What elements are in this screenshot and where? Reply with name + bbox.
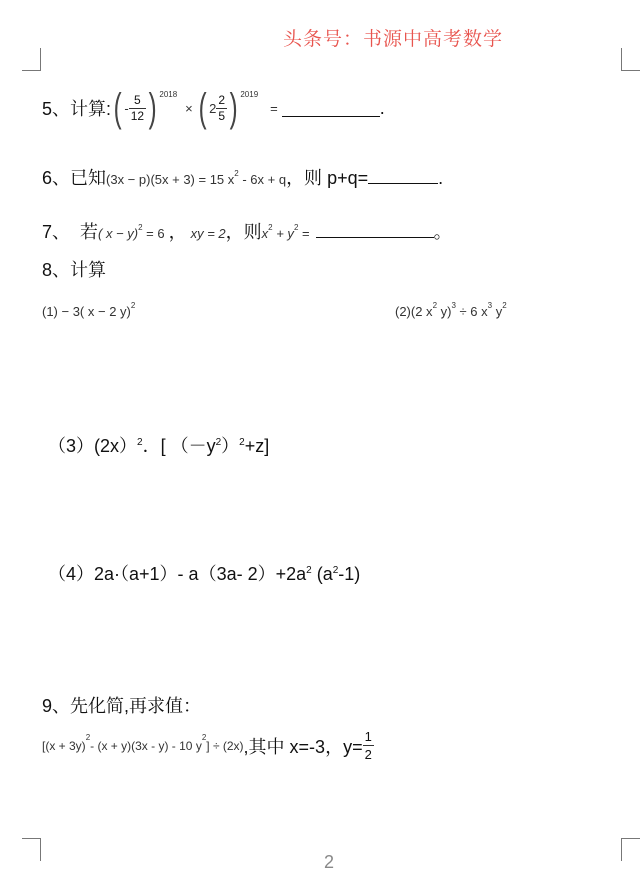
q8-part-4-a: （4）2a·（a+1）- a（3a- 2）+2a bbox=[48, 564, 307, 584]
q8-part-2-c: ÷ 6 x bbox=[455, 304, 488, 319]
q6-then: ，则 p+q= bbox=[286, 168, 369, 188]
q8-part-4-b: (a bbox=[311, 564, 333, 584]
crop-mark-top-left bbox=[22, 48, 41, 71]
q6-answer-blank[interactable] bbox=[368, 183, 438, 184]
q5-fraction-2: $\frac{2}{5}$ bbox=[218, 92, 226, 123]
q8-part-2-exp-2: 3 bbox=[451, 301, 456, 310]
q7-then: ，则 bbox=[225, 222, 262, 242]
q6-label: 6、已知 bbox=[42, 168, 107, 188]
q5-neg: - bbox=[124, 100, 129, 116]
q8-part-3-b: ．[ （－y bbox=[142, 436, 216, 456]
watermark: 头条号：书源中高考数学 bbox=[283, 29, 504, 50]
q9-exponent-a: 2 bbox=[85, 733, 91, 742]
q6-exponent: 2 bbox=[234, 169, 239, 178]
q8-part-3-c: ） bbox=[221, 436, 240, 456]
q9-expression bbox=[42, 728, 374, 763]
question-8-label: 8、计算 bbox=[42, 260, 107, 280]
q7-exponent-d: 2 bbox=[268, 223, 273, 232]
q9-where: ,其中 x=-3，y= bbox=[243, 736, 363, 757]
q5-exponent-2: 2019 bbox=[240, 89, 259, 99]
q8-part-4-c: -1) bbox=[338, 564, 361, 584]
q8-part-2-b: y) bbox=[437, 304, 452, 319]
q6-expression-b: - 6x + q bbox=[238, 172, 287, 187]
question-6 bbox=[42, 164, 443, 190]
q7-exponent-a: 2 bbox=[138, 223, 143, 232]
q7-end: 。 bbox=[433, 222, 452, 242]
question-7 bbox=[42, 218, 452, 244]
q7-exponent-e: 2 bbox=[293, 223, 299, 232]
q8-part-3-a: （3）(2x） bbox=[48, 436, 138, 456]
q8-part-2-a: (2)(2 x bbox=[395, 304, 433, 319]
question-9-label: 9、先化简,再求值： bbox=[42, 696, 202, 716]
q5-left-paren-1: ( bbox=[113, 86, 122, 130]
q7-expression-a: ( x − y) bbox=[98, 226, 139, 241]
q5-fraction-1: $\frac{5}{12}$ bbox=[130, 92, 145, 123]
q9-expression-a: [(x + 3y) bbox=[42, 738, 86, 753]
q8-part-3-d: +z] bbox=[244, 436, 270, 456]
crop-mark-top-right bbox=[621, 48, 640, 71]
q7-answer-blank[interactable] bbox=[316, 237, 434, 238]
question-5 bbox=[42, 88, 385, 128]
q8-part-2-exp-1: 2 bbox=[432, 301, 438, 310]
q5-equals: = bbox=[270, 100, 278, 116]
q8-part-1 bbox=[42, 301, 136, 319]
q7-expression-b: = 6 bbox=[142, 226, 165, 241]
q7-expression-e: + y bbox=[272, 226, 294, 241]
q7-separator: ， bbox=[168, 222, 187, 242]
q8-part-2 bbox=[395, 301, 507, 319]
q5-label: 5、计算: bbox=[42, 99, 112, 119]
q6-end: . bbox=[438, 168, 444, 188]
q7-expression-c: xy = 2 bbox=[190, 226, 226, 241]
q6-expression-a: (3x − p)(5x + 3) = 15 x bbox=[106, 172, 235, 187]
q8-part-4 bbox=[48, 560, 360, 586]
q8-part-2-exp-4: 2 bbox=[502, 301, 507, 310]
q7-expression-f: = bbox=[298, 226, 310, 241]
q9-expression-c: ] ÷ (2x) bbox=[206, 738, 244, 753]
q8-part-2-exp-3: 3 bbox=[487, 301, 493, 310]
q5-exponent-1: 2018 bbox=[159, 89, 178, 99]
q8-part-3-exp-1: 2 bbox=[137, 437, 143, 448]
q8-part-1-exponent: 2 bbox=[130, 301, 136, 310]
q7-label: 7、 若 bbox=[42, 222, 99, 242]
q9-y-fraction: $\frac{1}{2}$ bbox=[364, 729, 372, 762]
q7-expression-d: x bbox=[261, 226, 269, 241]
q8-part-4-exp-2: 2 bbox=[332, 565, 339, 576]
q5-right-paren-1: ) bbox=[148, 86, 157, 130]
q8-part-1-expression: (1) − 3( x − 2 y) bbox=[42, 304, 131, 319]
q9-exponent-b: 2 bbox=[201, 733, 207, 742]
q5-answer-blank[interactable] bbox=[282, 116, 380, 117]
page-number: 2 bbox=[324, 852, 335, 872]
crop-mark-bottom-right bbox=[621, 838, 640, 861]
q5-right-paren-2: ) bbox=[229, 86, 238, 130]
q8-part-3 bbox=[48, 432, 269, 458]
q8-part-3-exp-2: 2 bbox=[215, 437, 222, 448]
crop-mark-bottom-left bbox=[22, 838, 41, 861]
q5-whole: 2 bbox=[209, 100, 217, 116]
q5-end: . bbox=[379, 97, 385, 118]
q8-part-2-d: y bbox=[492, 304, 503, 319]
q9-expression-b: - (x + y)(3x - y) - 10 y bbox=[90, 738, 202, 753]
q8-part-3-exp-3: 2 bbox=[239, 437, 245, 448]
q8-part-4-exp-1: 2 bbox=[306, 565, 312, 576]
q5-left-paren-2: ( bbox=[198, 86, 207, 130]
q5-times: × bbox=[185, 100, 193, 116]
